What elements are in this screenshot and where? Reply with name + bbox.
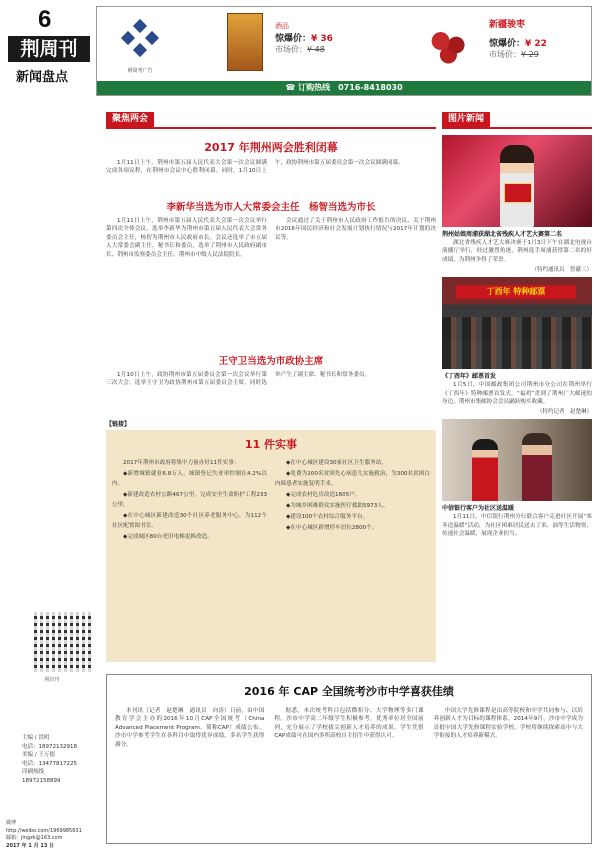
facts-box — [106, 430, 436, 662]
photo-1[interactable] — [442, 135, 592, 227]
bottom-col-1: 本刊讯（记者 赵楚琳 通讯员 向涛）日前，由中国教育学会主办的2016年10月CAP全国统考（China Advanced Placement Program，简称CAP）成绩公布。沙市中学参考学生在各科目中取得优异成绩，多名学生获得满分。 — [115, 708, 265, 748]
article-2-text: 1月10日上午，政协荆州市第五届委员会第一次会议举行第三次大会，选举王守卫为政协荆州市第五届委员会主席，同时选举产生了副主席、秘书长和常务委员。 — [106, 372, 371, 387]
headline: 2017 年荆州两会胜利闭幕 — [204, 141, 338, 154]
bottom-col-2: 据悉，本次统考科目包括微积分、大学物理等多门课程。沙市中学高二年级学生积极参考，优秀率位居全国前列，充分展示了学校拔尖创新人才培养的成果。学生凭借CAP成绩可在国内多所高校自主招生中获得认可。 — [274, 708, 424, 740]
masthead — [8, 6, 90, 86]
sidebar — [4, 108, 100, 863]
left-section — [106, 106, 436, 666]
subheadline-2: 王守卫当选为市政协主席 — [218, 356, 324, 367]
section-name: 新闻盘点 — [16, 70, 69, 85]
certificate-icon — [504, 183, 532, 203]
email-link[interactable]: 邮箱：jingzk@163.com — [6, 835, 63, 841]
ad-logo: 荆周刊广告 — [115, 17, 165, 67]
facts-headline: 11 件实事 — [244, 438, 298, 451]
photo-3-text: 1月11日，中信银行荆州分行联合客户走进社区开展“寒冬送温暖”活动，为社区困难居民送去了米、油等生活物资，传递社会温暖，展现企业担当。 — [442, 514, 592, 538]
ad-product-box-icon — [227, 13, 263, 71]
qr-label: 荆周刊 — [44, 677, 60, 683]
photo-1-credit: （特约通讯员 曾献三） — [531, 267, 592, 274]
ad-phone-bar[interactable]: ☎ 订购热线 0716-8418030 — [97, 81, 591, 95]
photo-1-text: 湖北省残疾人才艺大赛决赛于1月3日下午在湖北电视台演播厅举行，经过激烈角逐，荆州选手周浦获得第二名的好成绩，为荆州争得了荣誉。 — [442, 240, 592, 263]
section-rule — [106, 127, 436, 129]
bottom-col-3: 中国大学先修课程是由高等院校和中学共同参与、以培养创新人才为目标的课程体系。2014年9月，沙市中学成为首批中国大学先修课程实验学校，学校将继续探索高中与大学衔接的人才培养新模式。 — [433, 708, 583, 740]
paper-name: 荆周刊 — [8, 36, 90, 62]
photo-2-text: 1月5日，中国邮政集团公司荆州市分公司在荆州举行《丁酉年》特种邮票首发式，“福鸡”喜到了荆州广大邮迷的身边，荆州市集邮协会会员踊跃购买收藏。 — [442, 382, 592, 406]
photo-2-credit: （特约记者 赵楚琳） — [536, 409, 592, 416]
article-1-text: 1月11日上午，荆州市第五届人民代表大会第一次会议举行第四次全体会议，选举李新华为荆州市第五届人民代表大会常务委员会主任，杨智为荆州市人民政府市长。会议还选举了市五届人大常委会副主任、秘书长和委员，选举了荆州市人民政府副市长、荆州市监察委员会主任、荆州市中级人民法院院长。 会议通过了关于荆州市人民政府工作报告的决议、关于荆州市2016年国民经济和社会发展计划执行情况与2017年计划的决议等。 — [106, 218, 436, 258]
banner-icon: 丁酉年 特种邮票 — [456, 285, 576, 299]
photo-section-header — [442, 106, 592, 127]
bottom-article — [106, 674, 592, 844]
photo-3-caption: 中信银行客户为社区送温暖 — [442, 505, 515, 513]
photo-3[interactable] — [442, 419, 592, 501]
phone-icon: ☎ — [285, 83, 299, 92]
crowd-icon — [442, 317, 592, 369]
qr-overlay — [34, 612, 94, 672]
section-tab: 聚焦两会 — [106, 112, 154, 127]
contact-info: 微博 http://weibo.com/1969985631 邮箱：jingzk@163.com 2017 年 1 月 13 日 — [6, 820, 102, 850]
ad-logo-icon — [115, 17, 165, 67]
photo-section-rule — [442, 127, 592, 129]
section-header — [106, 106, 436, 127]
subheadline-1: 李新华当选为市人大常委会主任 杨智当选为市长 — [166, 202, 376, 213]
photo-news-section — [442, 106, 592, 666]
photo-2[interactable] — [442, 277, 592, 369]
elderly-person-icon — [522, 433, 552, 501]
page-number: 6 — [38, 6, 52, 33]
photo-2-caption: 《丁酉年》邮票首发 — [442, 373, 497, 381]
facts-col-1: 2017年荆州市政府将集中力量办好11件实事： ◆新增城镇就业6.8万人，城镇登记失业率控制在4.2%以内。 ◆新建改造农村公路467公里，完成安全生命防护工程233公里。 ◆在中心城区新建改造30个社区养老服务中心，为112个社区配置图书室。 ◆完成城区80台老旧电梯更换改造。 — [112, 460, 267, 540]
facts-col-2: ◆在中心城区建设30家社区卫生服务站。 ◆免费为100名贫困先心病患儿实施救治，为300名贫困白内障患者实施复明手术。 ◆完成农村危房改造1605户。 ◆为城乡困难群众实施医疗救助5973人。 ◆建设100个农村综合服务平台。 ◆在中心城区新增停车泊位2800个。 — [275, 460, 430, 531]
dates-image-icon — [425, 25, 477, 65]
link-box-label: 【链接】 — [106, 421, 131, 428]
photo-section-tab: 图片新闻 — [442, 112, 490, 127]
intro-text: 1月11日上午，荆州市第五届人民代表大会第一次会议圆满完成各项议程，在荆州市会议中心胜利闭幕。同时，1月10日上午，政协荆州市第五届委员会第一次会议圆满闭幕。 — [106, 160, 404, 175]
staff-person-icon — [472, 439, 498, 501]
photo-1-caption: 荆州姑娘周浦获湖北省残疾人才艺大赛第二名 — [442, 231, 563, 238]
bottom-headline: 2016 年 CAP 全国统考沙市中学喜获佳绩 — [244, 685, 454, 698]
weibo-link[interactable]: http://weibo.com/1969985631 — [6, 827, 82, 834]
staff-info: 主编 / 洪明 电话：18972132918 美编 / 王万德 电话：13477817225 印刷热线 18972158899 — [22, 735, 77, 784]
ad-banner[interactable]: 荆周刊广告 酒品 惊爆价：¥ 36 市场价：¥ 48 新疆骏枣 惊爆价：¥ 22 市场价：¥ 29 ☎ 订购热线 0716-8418030 — [96, 6, 592, 96]
